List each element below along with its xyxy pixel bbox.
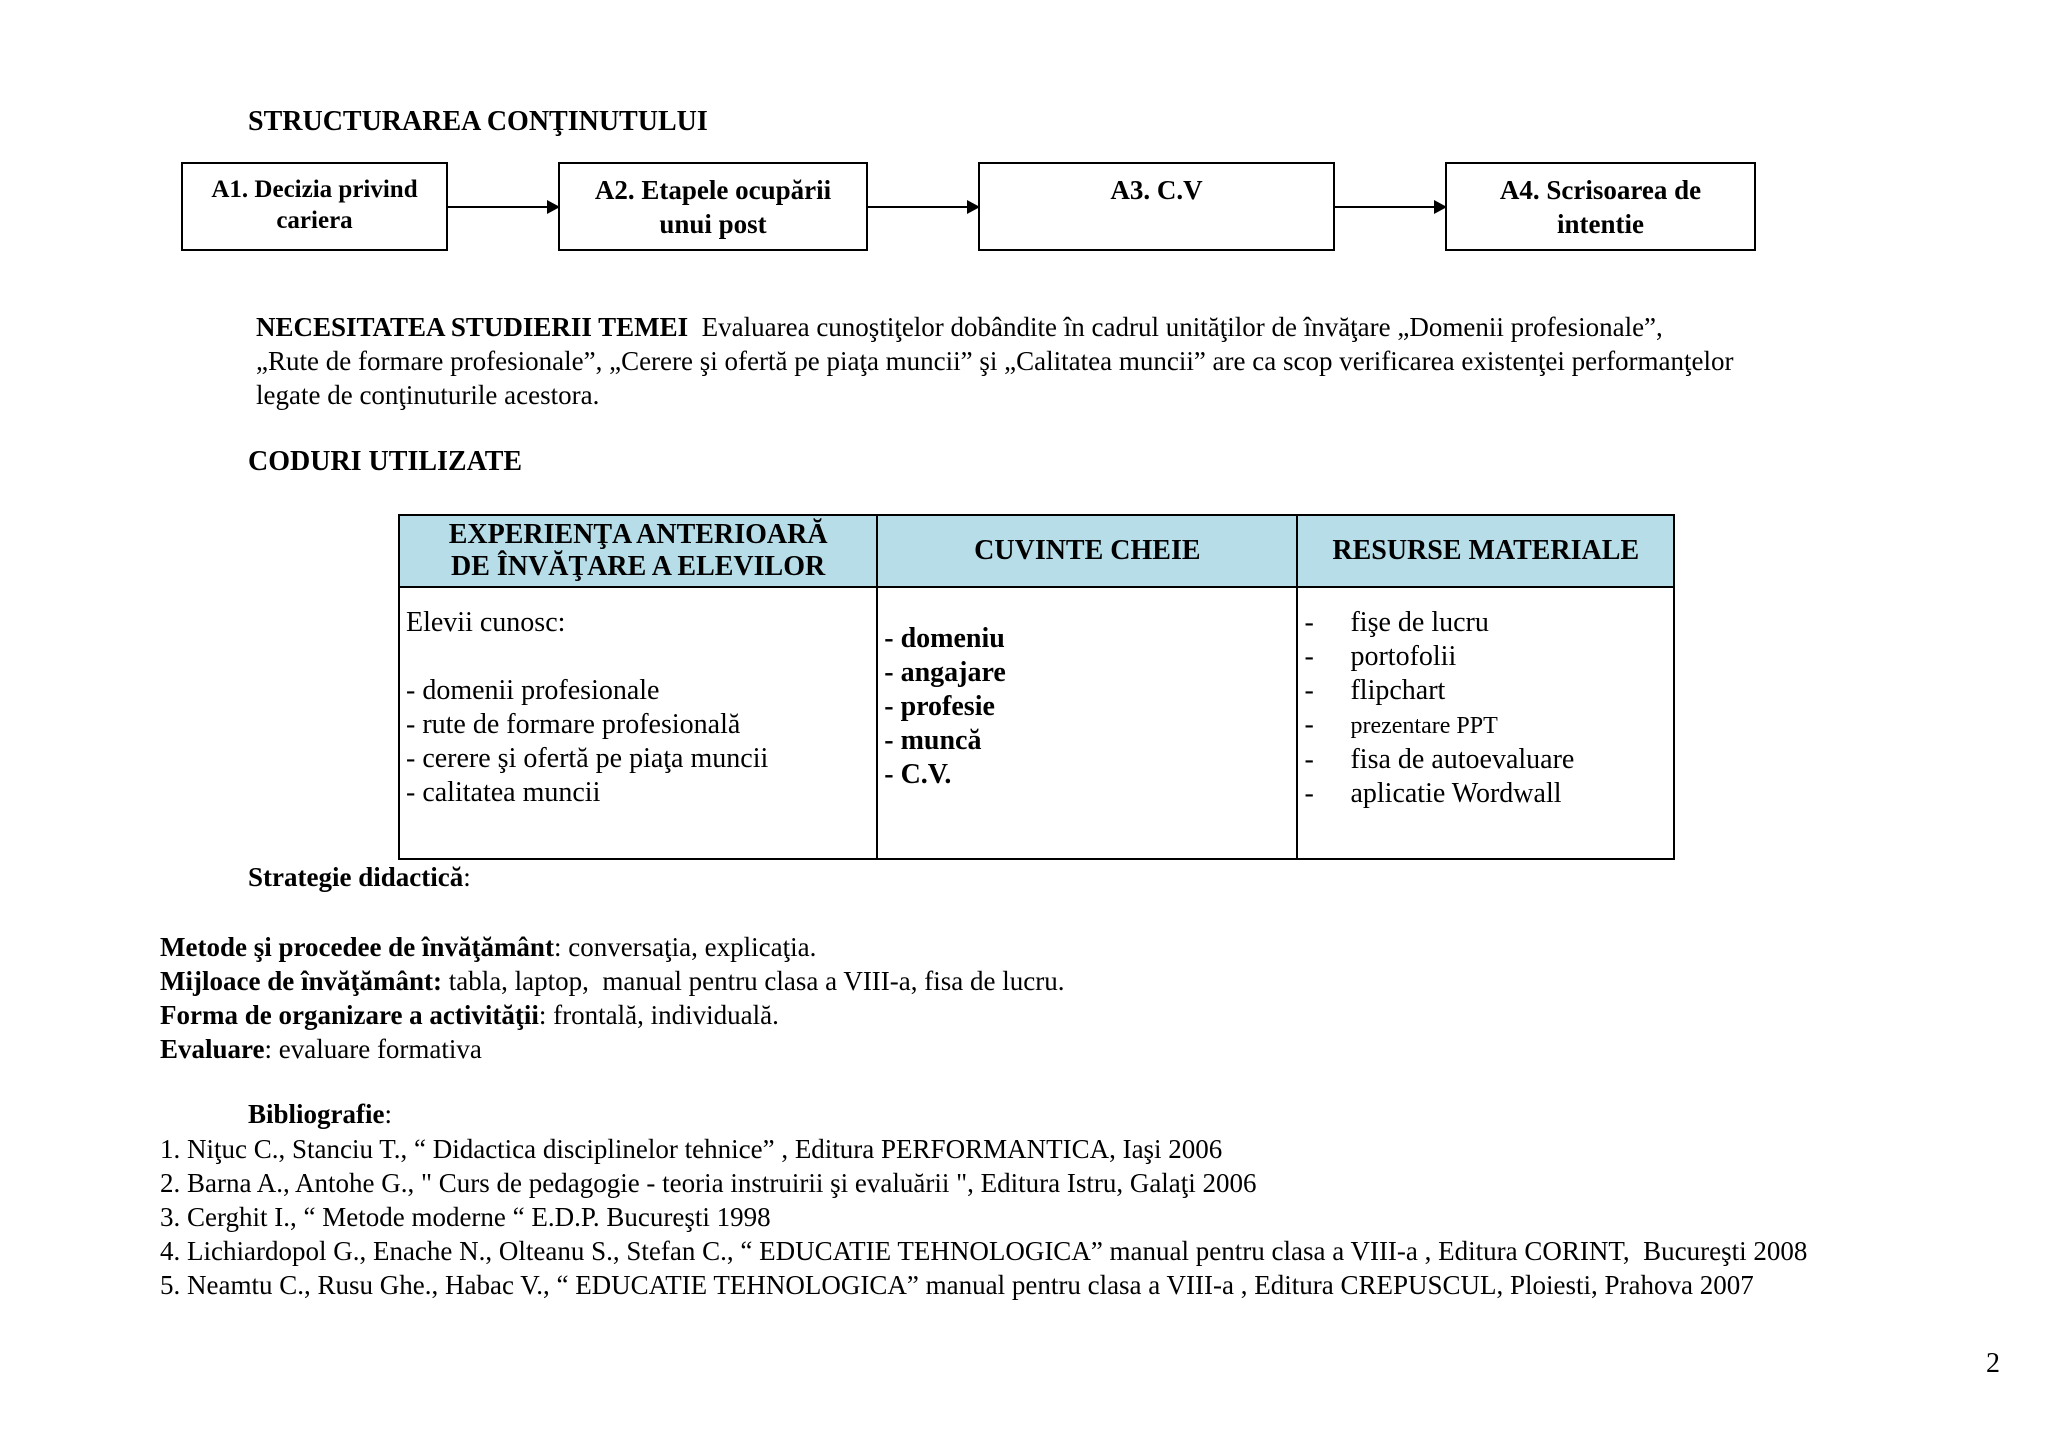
flow-box-a4 xyxy=(1445,162,1756,251)
col-header-experienta-line1: EXPERIENŢA ANTERIOARĂ xyxy=(448,519,828,550)
coduri-table xyxy=(398,514,1675,860)
metode-line: Metode şi procedee de învăţământ: conversaţia, explicaţia. xyxy=(160,932,817,962)
coduri-table-body-row xyxy=(399,587,1674,859)
flow-box-a2 xyxy=(558,162,868,251)
necesitatea-line2: „Rute de formare profesionale”, „Cerere şi ofertă pe piaţa muncii” şi „Calitatea muncii” are ca scop verificarea existenţei performanţelor xyxy=(256,346,1734,376)
col-header-resurse: RESURSE MATERIALE xyxy=(1297,515,1674,587)
coduri-heading: CODURI UTILIZATE xyxy=(248,446,523,477)
forma-line: Forma de organizare a activităţii: frontală, individuală. xyxy=(160,1000,779,1030)
flow-arrow-2 xyxy=(868,206,978,208)
strategie-block xyxy=(160,930,1064,1066)
experienta-item: - rute de formare profesională xyxy=(406,709,741,740)
bibliografie-item: 1. Niţuc C., Stanciu T., “ Didactica disciplinelor tehnice” , Editura PERFORMANTICA, Iaşi 2006 xyxy=(160,1134,1223,1164)
necesitatea-line1 xyxy=(256,310,1734,344)
flow-box-a4-line2: intentie xyxy=(1557,208,1644,239)
bibliografie-list xyxy=(160,1132,1807,1302)
col-header-experienta-line2: DE ÎNVĂŢARE A ELEVILOR xyxy=(451,551,826,582)
flow-arrow-1 xyxy=(448,206,558,208)
keyword-item: - muncă xyxy=(884,725,982,756)
bibliografie-item: 2. Barna A., Antohe G., " Curs de pedagogie - teoria instruirii şi evaluării ", Editura Istru, Galaţi 2006 xyxy=(160,1168,1257,1198)
keyword-item: - C.V. xyxy=(884,759,952,790)
keyword-item: - domeniu xyxy=(884,623,1005,654)
flow-box-a1 xyxy=(181,162,448,251)
necesitatea-heading: NECESITATEA STUDIERII TEMEI xyxy=(256,312,689,342)
experienta-item: - calitatea muncii xyxy=(406,777,601,808)
mijloace-line: Mijloace de învăţământ: tabla, laptop, manual pentru clasa a VIII-a, fisa de lucru. xyxy=(160,966,1065,996)
evaluare-line: Evaluare: evaluare formativa xyxy=(160,1034,482,1064)
structura-heading: STRUCTURAREA CONŢINUTULUI xyxy=(248,106,708,137)
experienta-item: - cerere şi ofertă pe piaţa muncii xyxy=(406,743,769,774)
cell-cuvinte xyxy=(877,587,1297,859)
experienta-item: - domenii profesionale xyxy=(406,675,660,706)
necesitatea-text-1: Evaluarea cunoştiţelor dobândite în cadrul unităţilor de învăţare „Domenii profesionale”, xyxy=(701,312,1663,342)
flow-box-a3 xyxy=(978,162,1335,251)
coduri-table-header-row xyxy=(399,515,1674,587)
strategie-heading: Strategie didactică: xyxy=(248,862,471,892)
flow-arrow-3 xyxy=(1335,206,1445,208)
bibliografie-heading: Bibliografie: xyxy=(248,1099,393,1129)
bibliografie-item: 5. Neamtu C., Rusu Ghe., Habac V., “ EDUCATIE TEHNOLOGICA” manual pentru clasa a VIII-a , Editura CREPUSCUL, Ploiesti, Prahova 2007 xyxy=(160,1270,1754,1300)
col-header-cuvinte: CUVINTE CHEIE xyxy=(877,515,1297,587)
resource-item: - aplicatie Wordwall xyxy=(1304,778,1562,809)
keyword-item: - profesie xyxy=(884,691,995,722)
page-number: 2 xyxy=(1986,1348,2000,1379)
keyword-item: - angajare xyxy=(884,657,1006,688)
flow-box-a1-line1: A1. Decizia privind xyxy=(211,176,418,203)
resource-item: - prezentare PPT xyxy=(1304,709,1498,740)
bibliografie-item: 3. Cerghit I., “ Metode moderne “ E.D.P. Bucureşti 1998 xyxy=(160,1202,771,1232)
cell-experienta xyxy=(399,587,877,859)
resource-item: - flipchart xyxy=(1304,675,1446,706)
flow-box-a4-line1: A4. Scrisoarea de xyxy=(1499,175,1702,205)
col-header-experienta xyxy=(399,515,877,587)
cell-resurse xyxy=(1297,587,1674,859)
resource-item: - fisa de autoevaluare xyxy=(1304,744,1575,775)
necesitatea-paragraph xyxy=(256,310,1734,412)
flow-box-a3-line1: A3. C.V xyxy=(1110,175,1203,205)
bibliografie-item: 4. Lichiardopol G., Enache N., Olteanu S., Stefan C., “ EDUCATIE TEHNOLOGICA” manual pentru clasa a VIII-a , Editura CORINT, Bucureşti 2008 xyxy=(160,1236,1808,1266)
necesitatea-line3: legate de conţinuturile acestora. xyxy=(256,380,600,410)
resource-item: - fişe de lucru xyxy=(1304,607,1489,638)
resource-item: - portofolii xyxy=(1304,641,1457,672)
flow-box-a2-line1: A2. Etapele ocupării xyxy=(594,175,832,205)
experienta-intro: Elevii cunosc: xyxy=(406,607,566,638)
flow-box-a1-line2: cariera xyxy=(276,207,353,235)
flow-box-a2-line2: unui post xyxy=(659,208,767,239)
